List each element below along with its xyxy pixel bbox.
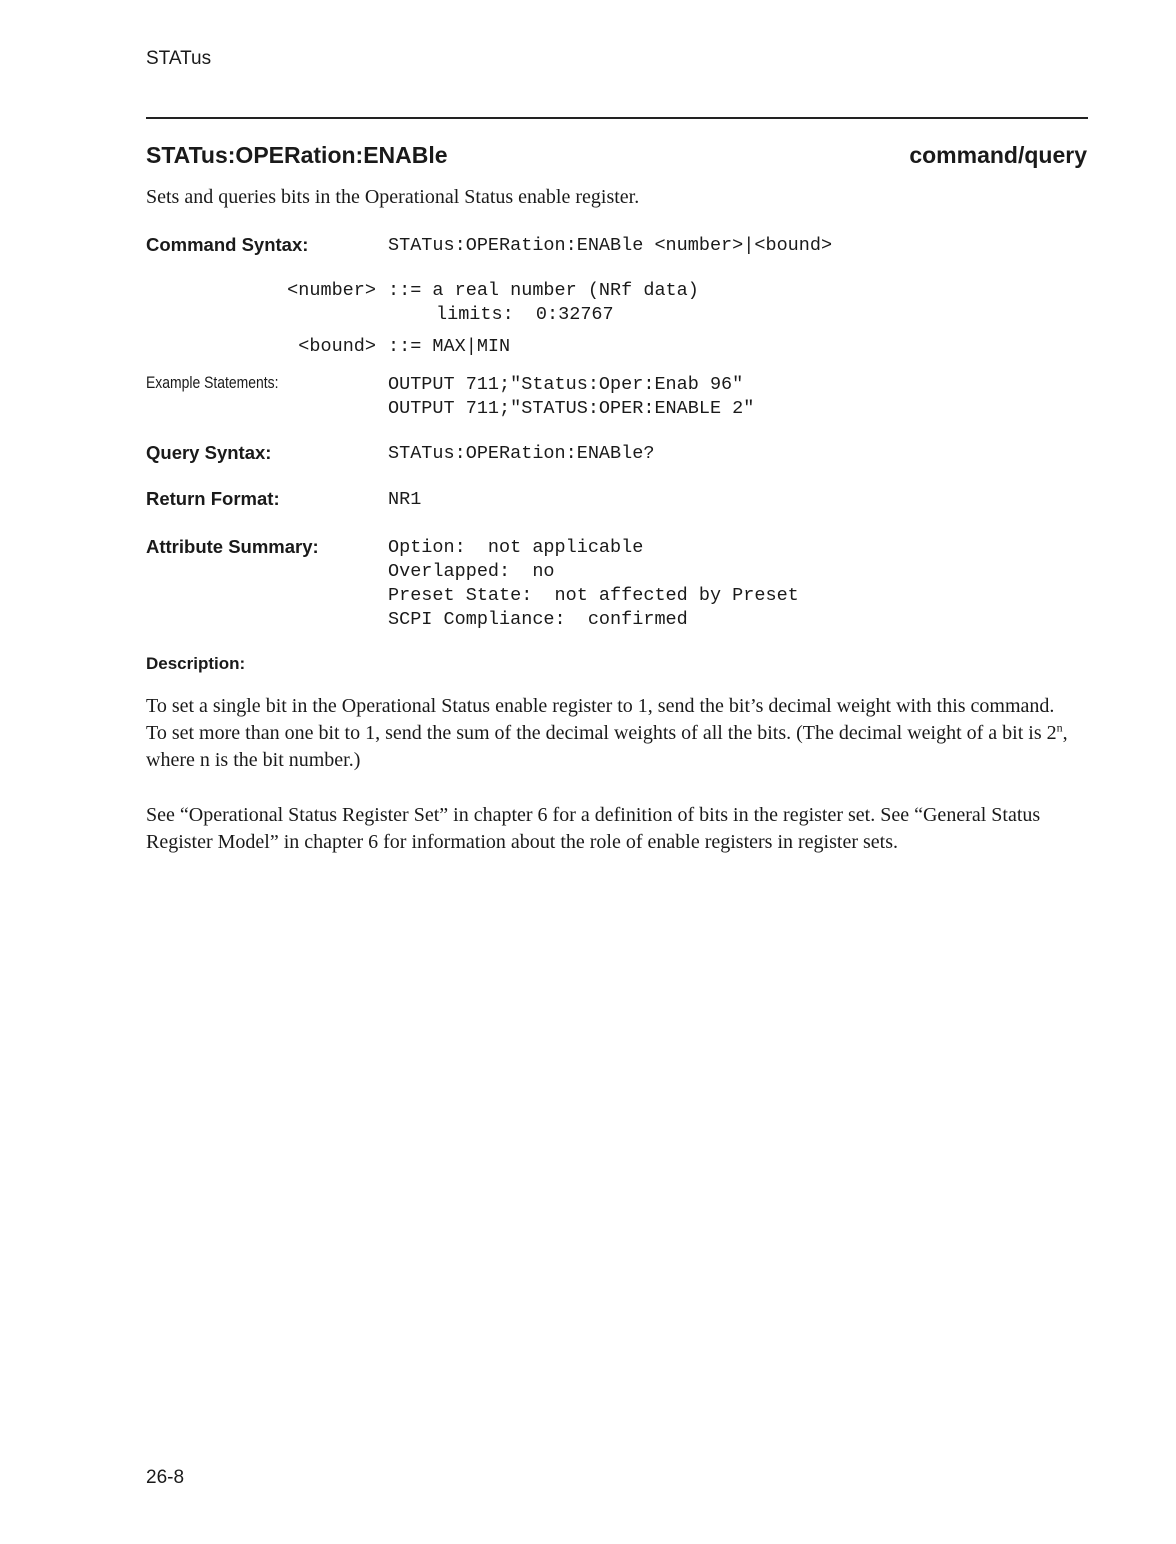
example-statement: OUTPUT 711;"STATUS:OPER:ENABLE 2" bbox=[388, 398, 755, 419]
description-paragraph: See “Operational Status Register Set” in chapter 6 for a definition of bits in the register set. See “General Status Register Model” in chapter 6 for information about the role of enable registers in register sets. bbox=[146, 804, 1041, 853]
superscript-n: n bbox=[1056, 720, 1063, 735]
header-rule bbox=[146, 117, 1088, 119]
number-term: <number> bbox=[287, 280, 376, 301]
number-definition: ::= a real number (NRf data) bbox=[388, 280, 699, 301]
description-text: , where n is the bit number.) bbox=[146, 722, 1068, 771]
command-syntax-label: Command Syntax: bbox=[146, 234, 309, 255]
description-heading: Description: bbox=[146, 654, 246, 673]
query-syntax-value: STATus:OPERation:ENABle? bbox=[388, 443, 655, 464]
attribute-line: SCPI Compliance: confirmed bbox=[388, 609, 688, 630]
command-intro: Sets and queries bits in the Operational Status enable register. bbox=[146, 186, 640, 208]
command-type: command/query bbox=[909, 142, 1087, 168]
attribute-line: Option: not applicable bbox=[388, 537, 644, 558]
query-syntax-label: Query Syntax: bbox=[146, 442, 272, 463]
page-number: 26-8 bbox=[146, 1467, 185, 1488]
bound-term: <bound> bbox=[298, 336, 376, 357]
running-head: STATus bbox=[146, 48, 212, 69]
attribute-summary-label: Attribute Summary: bbox=[146, 536, 319, 557]
attribute-line: Preset State: not affected by Preset bbox=[388, 585, 799, 606]
command-syntax-value: STATus:OPERation:ENABle <number>|<bound> bbox=[388, 235, 833, 256]
description-paragraph bbox=[146, 693, 1076, 774]
return-format-value: NR1 bbox=[388, 489, 422, 510]
return-format-label: Return Format: bbox=[146, 488, 280, 509]
attribute-line: Overlapped: no bbox=[388, 561, 555, 582]
command-title: STATus:OPERation:ENABle bbox=[146, 142, 448, 168]
description-text: To set a single bit in the Operational Status enable register to 1, send the bit’s decimal weight with this command. To set more than one bit to 1, send the sum of the decimal weights of all the bits. (The decimal weight of a bit is 2 bbox=[146, 695, 1057, 744]
bound-definition: ::= MAX|MIN bbox=[388, 336, 511, 357]
example-statements-label: Example Statements: bbox=[146, 373, 279, 392]
example-statement: OUTPUT 711;"Status:Oper:Enab 96" bbox=[388, 374, 744, 395]
number-limits: limits: 0:32767 bbox=[436, 304, 614, 325]
